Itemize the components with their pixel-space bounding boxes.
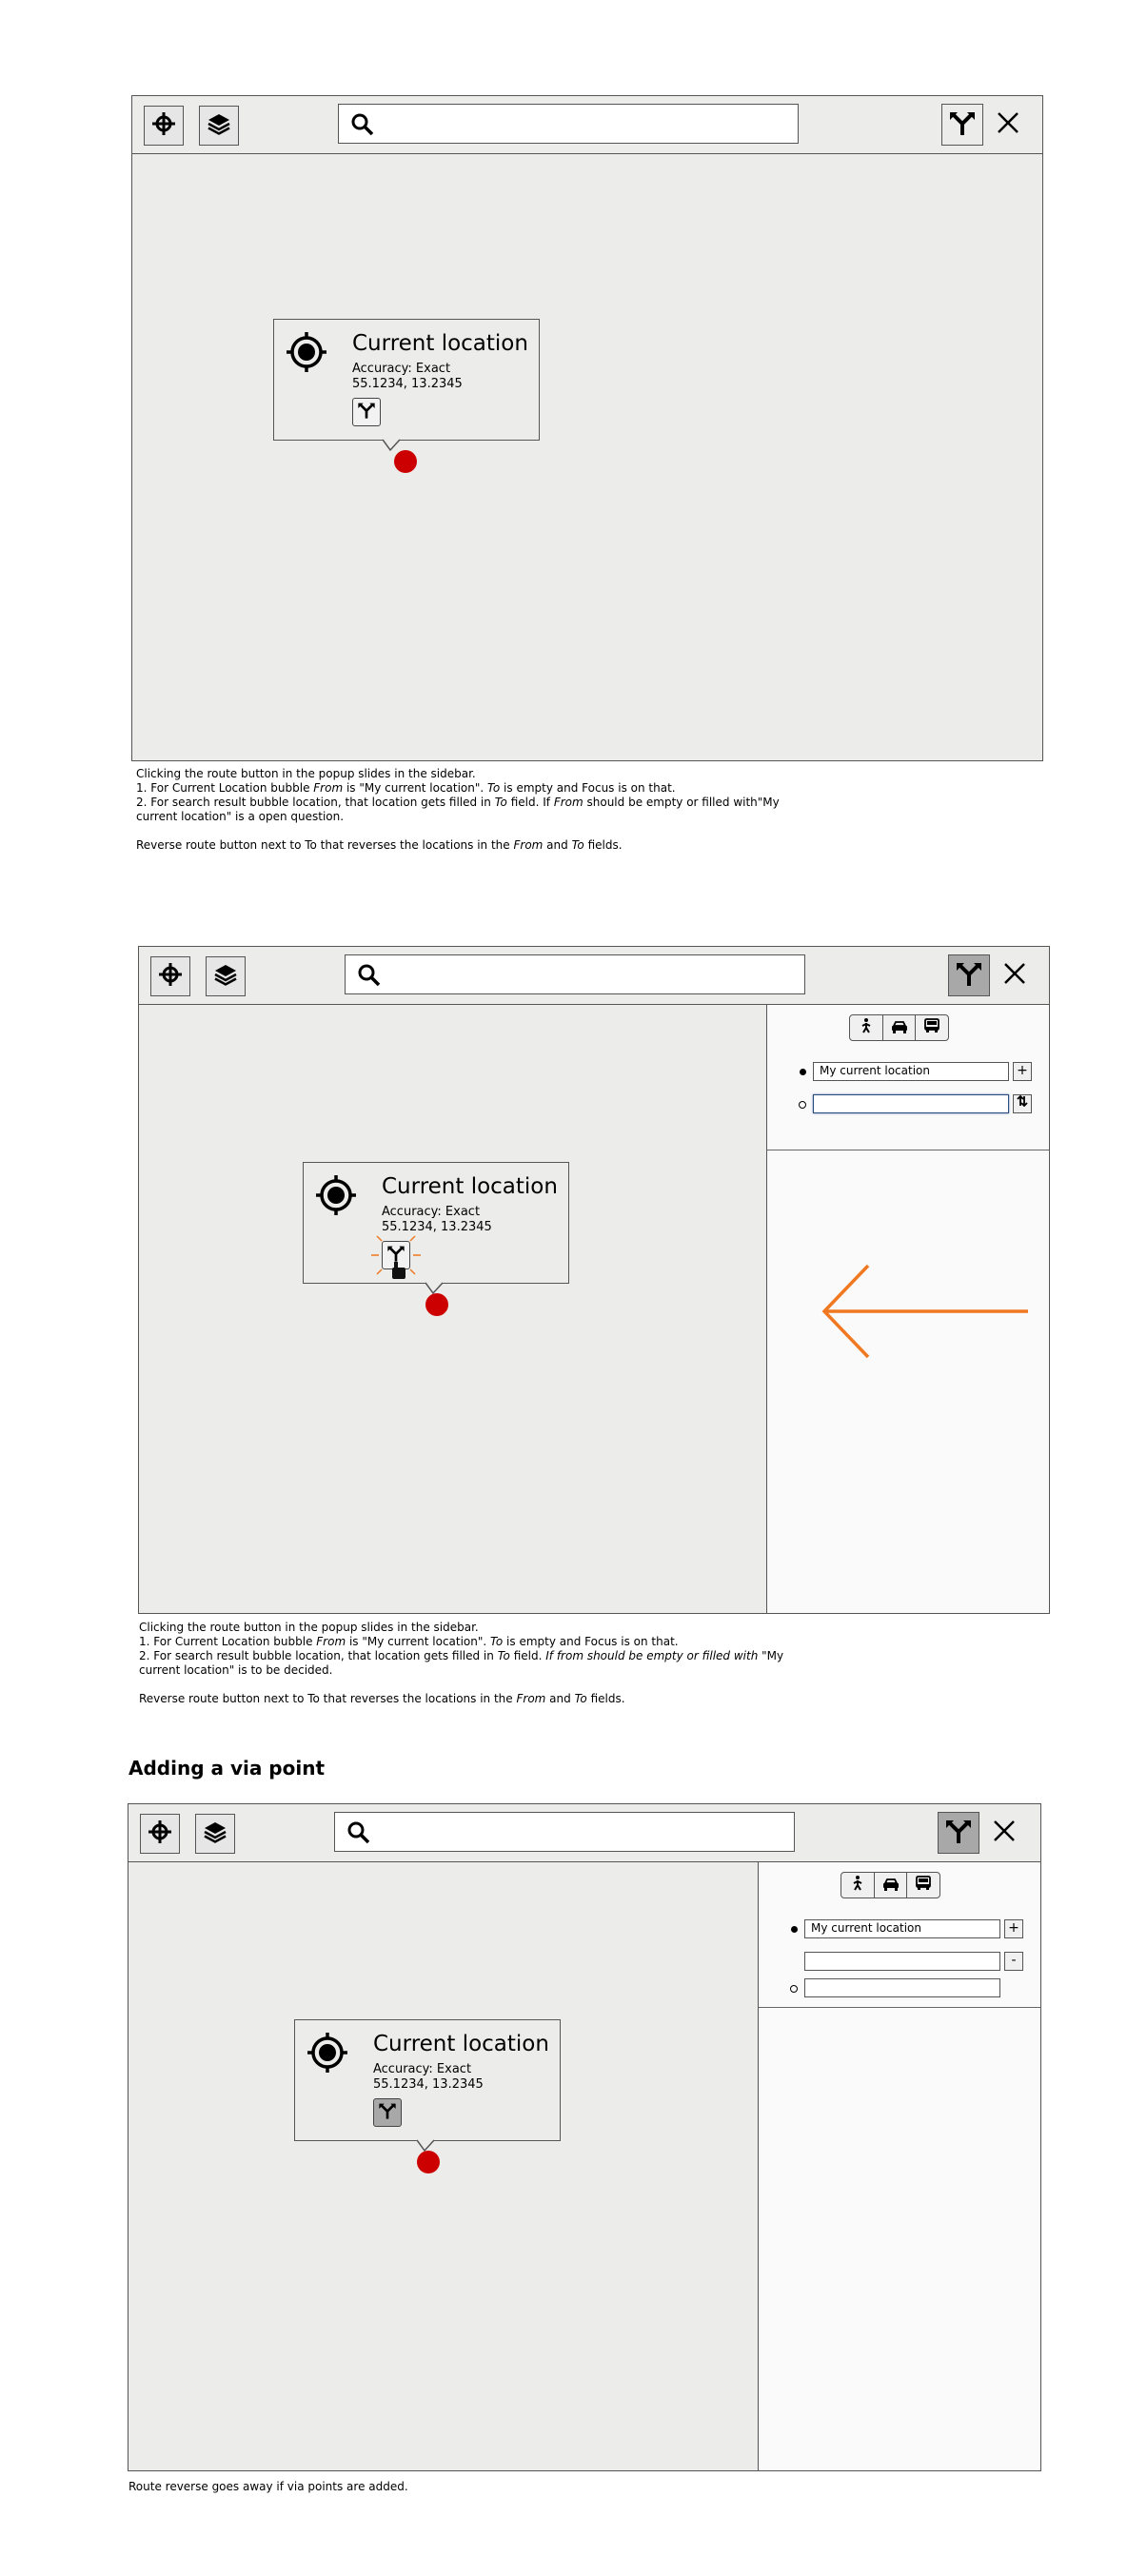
location-pin[interactable]: [417, 2151, 440, 2173]
popup-coords: 55.1234, 13.2345: [373, 2077, 484, 2092]
section1-note: Clicking the route button in the popup slides in the sidebar. 1. For Current Location bubble From is "My current location". To is empty and Focus is on that. 2. For search result bubble location, that location gets filled in To field. If From should be empty or filled with"My current location" is a open question. Reverse route button next to To that reverses the locations in the From and To fields.: [136, 767, 780, 852]
section2-note: Clicking the route button in the popup slides in the sidebar. 1. For Current Location bubble From is "My current location". To is empty and Focus is on that. 2. For search result bubble location, that location gets filled in To field. If from should be empty or filled with "My current location" is to be decided. Reverse route button next to To that reverses the locations in the From and To fields.: [139, 1621, 784, 1705]
to-field[interactable]: [804, 1978, 1000, 1997]
layers-button[interactable]: [195, 1814, 235, 1854]
from-field[interactable]: My current location: [804, 1919, 1000, 1938]
target-icon: [307, 2032, 348, 2077]
crosshair-icon: [148, 1819, 172, 1848]
car-icon: [882, 1877, 900, 1895]
layers-icon: [203, 1819, 227, 1848]
route-fork-icon: [357, 401, 376, 423]
search-input[interactable]: [338, 104, 799, 144]
from-marker: [800, 1069, 806, 1075]
mockup-frame-3: [128, 1803, 1041, 2471]
popup-title: Current location: [352, 331, 528, 356]
section3-note: Route reverse goes away if via points are added.: [129, 2480, 408, 2493]
toolbar: [139, 947, 1049, 1005]
route-fork-icon: [948, 108, 977, 141]
layers-icon: [207, 111, 231, 140]
crosshair-icon: [158, 962, 183, 991]
car-icon: [891, 1019, 908, 1037]
walk-icon: [860, 1018, 873, 1037]
route-button[interactable]: [948, 954, 990, 996]
route-button[interactable]: [941, 104, 983, 146]
search-input[interactable]: [334, 1812, 795, 1852]
walk-icon: [851, 1876, 864, 1895]
mode-bus[interactable]: [915, 1014, 949, 1041]
popup-route-button[interactable]: [373, 2098, 402, 2127]
popup-accuracy: Accuracy: Exact: [382, 1205, 481, 1219]
target-icon: [315, 1174, 357, 1220]
crosshair-icon: [151, 111, 176, 140]
to-field[interactable]: [813, 1094, 1009, 1113]
close-button[interactable]: [993, 109, 1023, 140]
location-popup: [294, 2019, 561, 2141]
mockup-frame-2: [138, 946, 1050, 1614]
locate-button[interactable]: [144, 106, 184, 146]
location-pin[interactable]: [425, 1293, 448, 1316]
popup-accuracy: Accuracy: Exact: [373, 2062, 472, 2076]
close-icon: [997, 111, 1019, 138]
close-icon: [1003, 962, 1026, 989]
arrow-left-icon: [821, 1264, 1030, 1363]
section3-heading: Adding a via point: [129, 1757, 326, 1780]
toolbar: [132, 96, 1042, 154]
travel-mode-group: [849, 1014, 949, 1041]
close-button[interactable]: [989, 1818, 1019, 1848]
route-button[interactable]: [938, 1812, 979, 1854]
reverse-route-button[interactable]: [1013, 1094, 1032, 1113]
to-marker: [790, 1985, 798, 1993]
from-marker: [791, 1926, 798, 1933]
search-input[interactable]: [345, 954, 805, 994]
route-sidebar: [766, 1005, 1049, 1613]
popup-title: Current location: [373, 2032, 549, 2056]
layers-button[interactable]: [206, 956, 246, 996]
route-fork-icon: [378, 2101, 397, 2124]
popup-coords: 55.1234, 13.2345: [352, 377, 463, 391]
mockup-frame-1: [131, 95, 1043, 761]
popup-accuracy: Accuracy: Exact: [352, 362, 451, 376]
bus-icon: [915, 1876, 932, 1895]
locate-button[interactable]: [150, 956, 190, 996]
close-icon: [993, 1819, 1016, 1846]
travel-mode-group: [840, 1872, 940, 1898]
from-field[interactable]: My current location: [813, 1062, 1009, 1081]
swap-icon: [1017, 1095, 1028, 1111]
hand-cursor-icon: [391, 1262, 406, 1283]
location-pin[interactable]: [394, 450, 417, 473]
add-via-button[interactable]: +: [1013, 1062, 1032, 1081]
route-form: [767, 1005, 1049, 1150]
layers-button[interactable]: [199, 106, 239, 146]
mode-walk[interactable]: [840, 1872, 875, 1898]
mode-car[interactable]: [882, 1014, 917, 1041]
via-field[interactable]: [804, 1952, 1000, 1971]
mode-car[interactable]: [874, 1872, 908, 1898]
route-form: [759, 1862, 1040, 2008]
map-area[interactable]: [139, 1005, 768, 1613]
popup-coords: 55.1234, 13.2345: [382, 1220, 492, 1234]
add-via-button[interactable]: +: [1004, 1919, 1023, 1938]
layers-icon: [213, 962, 238, 991]
location-popup: [303, 1162, 569, 1284]
locate-button[interactable]: [140, 1814, 180, 1854]
to-marker: [799, 1101, 806, 1109]
map-area[interactable]: [132, 154, 1042, 760]
popup-route-button[interactable]: [352, 398, 381, 426]
route-fork-icon: [944, 1817, 973, 1849]
popup-title: Current location: [382, 1174, 558, 1199]
mode-bus[interactable]: [906, 1872, 940, 1898]
target-icon: [286, 331, 327, 377]
toolbar: [129, 1804, 1040, 1862]
mode-walk[interactable]: [849, 1014, 883, 1041]
map-area[interactable]: [129, 1862, 759, 2470]
bus-icon: [923, 1018, 940, 1037]
remove-via-button[interactable]: -: [1004, 1952, 1023, 1971]
route-fork-icon: [955, 959, 983, 992]
location-popup: [273, 319, 540, 441]
route-sidebar: [758, 1862, 1040, 2470]
close-button[interactable]: [999, 960, 1030, 991]
